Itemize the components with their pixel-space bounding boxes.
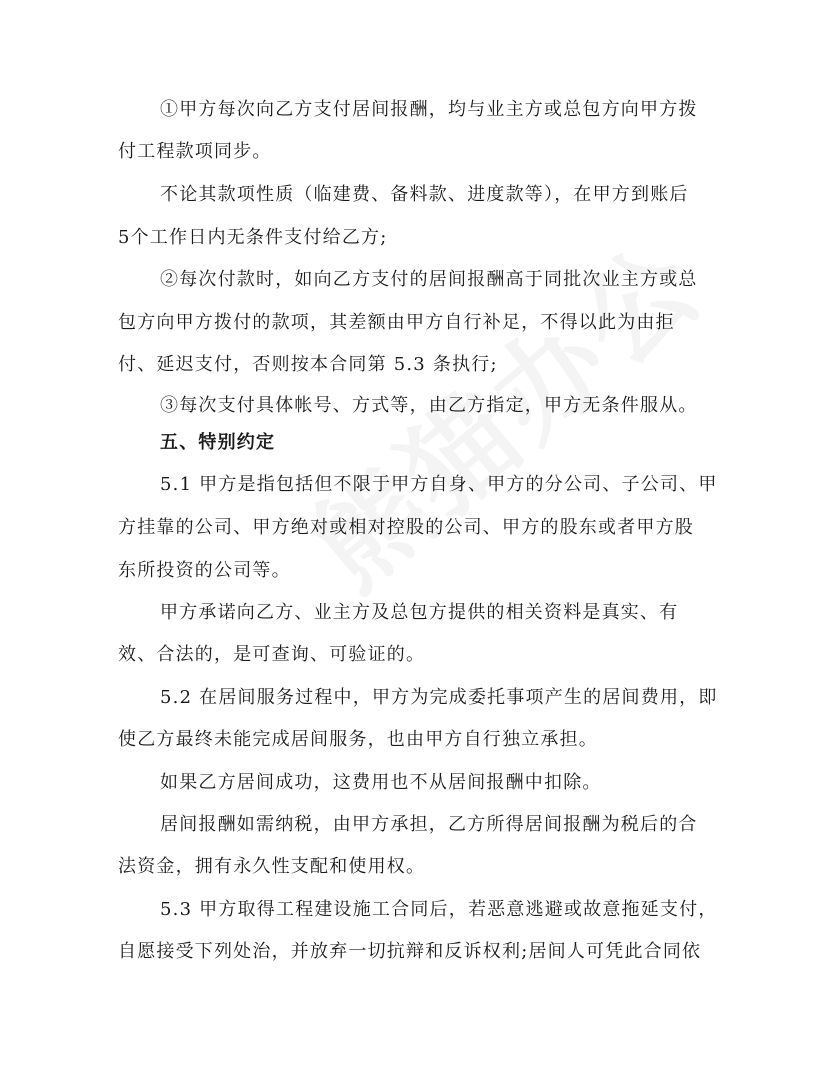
section-heading: 五、特别约定 bbox=[160, 432, 276, 453]
paragraph-line: 东所投资的公司等。 bbox=[118, 560, 291, 581]
paragraph-line: 如果乙方居间成功，这费用也不从居间报酬中扣除。 bbox=[160, 772, 602, 793]
paragraph-line: 自愿接受下列处治，并放弃一切抗辩和反诉权利;居间人可凭此合同依 bbox=[118, 941, 702, 962]
paragraph-line: ①甲方每次向乙方支付居间报酬，均与业主方或总包方向甲方拨 bbox=[160, 99, 698, 120]
paragraph-line: 包方向甲方拨付的款项，其差额由甲方自行补足，不得以此为由拒 bbox=[118, 312, 675, 333]
paragraph-line: 使乙方最终未能完成居间服务，也由甲方自行独立承担。 bbox=[118, 729, 598, 750]
paragraph-line: 5.1 甲方是指包括但不限于甲方自身、甲方的分公司、子公司、甲 bbox=[160, 474, 718, 495]
paragraph-line: 5.3 甲方取得工程建设施工合同后，若恶意逃避或故意拖延支付， bbox=[160, 899, 718, 920]
paragraph-line: 方挂靠的公司、甲方绝对或相对控股的公司、甲方的股东或者甲方股 bbox=[118, 517, 694, 538]
paragraph-line: 效、合法的，是可查询、可验证的。 bbox=[118, 644, 426, 665]
paragraph-line: 5.2 在居间服务过程中，甲方为完成委托事项产生的居间费用，即 bbox=[160, 687, 718, 708]
paragraph-line: 居间报酬如需纳税，由甲方承担，乙方所得居间报酬为税后的合 bbox=[160, 814, 698, 835]
paragraph-line: 付工程款项同步。 bbox=[118, 141, 272, 162]
paragraph-line: 不论其款项性质（临建费、备料款、进度款等），在甲方到账后 bbox=[160, 184, 689, 205]
paragraph-line: 5个工作日内无条件支付给乙方; bbox=[118, 227, 388, 248]
paragraph-line: 甲方承诺向乙方、业主方及总包方提供的相关资料是真实、有 bbox=[160, 602, 679, 623]
paragraph-line: 付、延迟支付，否则按本合同第 5.3 条执行; bbox=[118, 354, 498, 375]
paragraph-line: ②每次付款时，如向乙方支付的居间报酬高于同批次业主方或总 bbox=[160, 269, 698, 290]
paragraph-line: 法资金，拥有永久性支配和使用权。 bbox=[118, 856, 426, 877]
paragraph-line: ③每次支付具体帐号、方式等，由乙方指定，甲方无条件服从。 bbox=[160, 395, 698, 416]
